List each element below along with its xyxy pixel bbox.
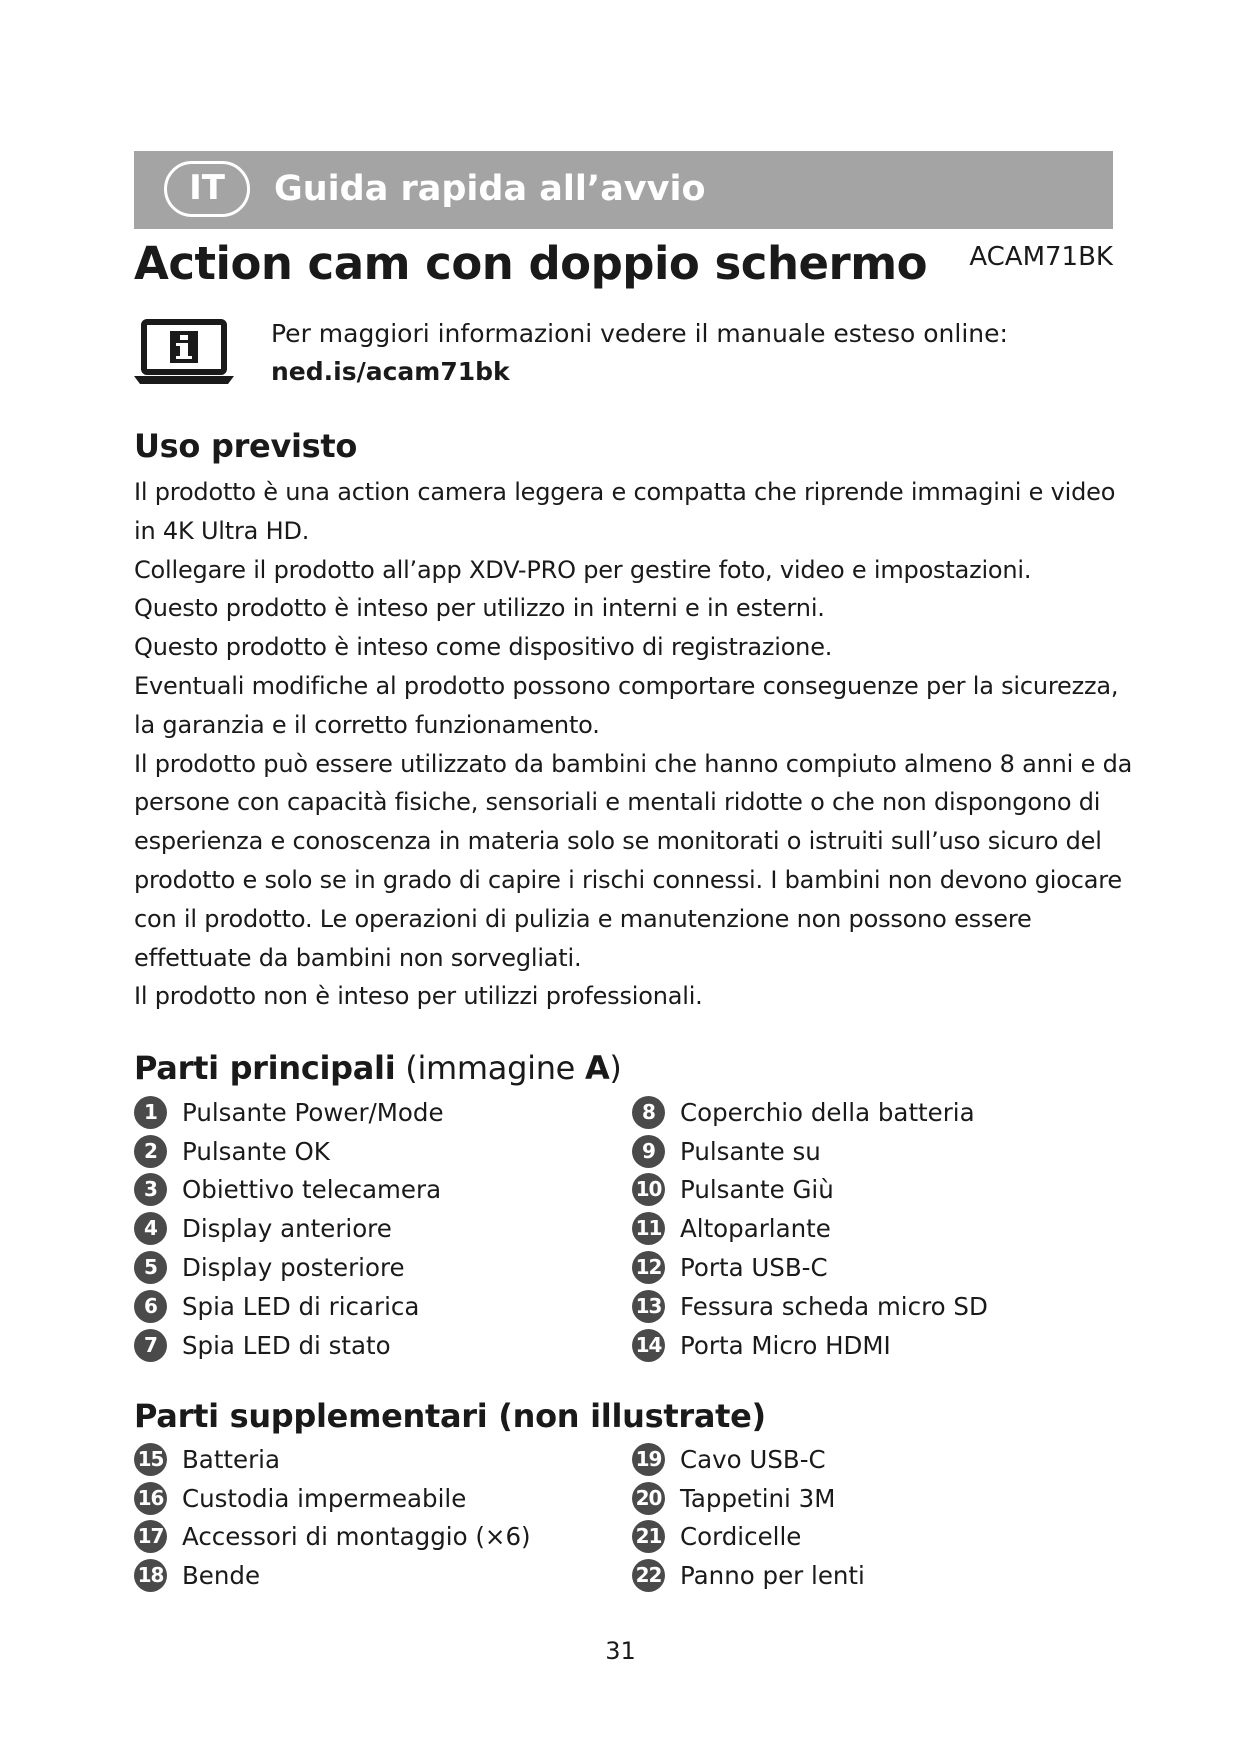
number-badge: 3	[134, 1173, 167, 1206]
extra-parts-list-left	[134, 1440, 531, 1595]
number-badge: 2	[134, 1135, 167, 1168]
info-text: Per maggiori informazioni vedere il manuale esteso online:	[271, 319, 1008, 348]
main-parts-list-right	[632, 1093, 988, 1365]
part-label: Spia LED di stato	[182, 1330, 391, 1360]
part-label: Altoparlante	[680, 1214, 831, 1244]
number-badge: 21	[632, 1520, 665, 1553]
list-item	[632, 1518, 865, 1557]
number-badge: 11	[632, 1212, 665, 1245]
main-parts-heading-close: )	[609, 1049, 622, 1087]
paragraph: Collegare il prodotto all’app XDV-PRO per gestire foto, video e impostazioni.	[134, 555, 1032, 584]
list-item	[632, 1440, 865, 1479]
list-item	[632, 1287, 988, 1326]
part-label: Fessura scheda micro SD	[680, 1291, 988, 1321]
part-label: Pulsante OK	[182, 1136, 330, 1166]
part-label: Porta USB-C	[680, 1253, 828, 1283]
list-item	[134, 1209, 444, 1248]
paragraph: Questo prodotto è inteso per utilizzo in interni e in esterni.	[134, 594, 825, 623]
main-parts-heading	[134, 1048, 622, 1088]
number-badge: 1	[134, 1096, 167, 1129]
main-parts-list-left	[134, 1093, 444, 1365]
part-label: Display anteriore	[182, 1214, 392, 1244]
part-label: Tappetini 3M	[680, 1483, 836, 1513]
list-item	[134, 1248, 444, 1287]
figure-label: A	[584, 1049, 610, 1087]
number-badge: 6	[134, 1290, 167, 1323]
number-badge: 8	[632, 1096, 665, 1129]
part-label: Batteria	[182, 1444, 280, 1474]
extra-parts-list-right	[632, 1440, 865, 1595]
number-badge: 20	[632, 1482, 665, 1515]
part-label: Porta Micro HDMI	[680, 1330, 891, 1360]
part-label: Accessori di montaggio (×6)	[182, 1522, 531, 1552]
number-badge: 10	[632, 1173, 665, 1206]
info-block	[271, 315, 1008, 391]
number-badge: 16	[134, 1482, 167, 1515]
paragraph: Questo prodotto è inteso come dispositivo di registrazione.	[134, 633, 833, 662]
main-parts-heading-bold: Parti principali	[134, 1049, 396, 1087]
part-label: Cavo USB-C	[680, 1444, 826, 1474]
number-badge: 13	[632, 1290, 665, 1323]
number-badge: 7	[134, 1329, 167, 1362]
part-label: Panno per lenti	[680, 1561, 865, 1591]
paragraph: Eventuali modifiche al prodotto possono comportare conseguenze per la sicurezza, la garanzia e il corretto funzionamento.	[134, 671, 1119, 739]
list-item	[632, 1248, 988, 1287]
banner-title: Guida rapida all’avvio	[274, 169, 706, 209]
list-item	[632, 1209, 988, 1248]
list-item	[134, 1326, 444, 1365]
list-item	[632, 1326, 988, 1365]
laptop-info-icon	[134, 318, 234, 386]
list-item	[632, 1479, 865, 1518]
list-item	[134, 1479, 531, 1518]
list-item	[632, 1171, 988, 1210]
manual-url[interactable]: ned.is/acam71bk	[271, 357, 510, 386]
page-title: Action cam con doppio schermo	[134, 237, 928, 290]
number-badge: 9	[632, 1135, 665, 1168]
number-badge: 19	[632, 1443, 665, 1476]
part-label: Bende	[182, 1561, 261, 1591]
intended-use-text	[134, 473, 1134, 1016]
part-label: Pulsante su	[680, 1136, 821, 1166]
number-badge: 15	[134, 1443, 167, 1476]
model-number: ACAM71BK	[969, 242, 1113, 272]
list-item	[632, 1556, 865, 1595]
part-label: Cordicelle	[680, 1522, 802, 1552]
paragraph: Il prodotto non è inteso per utilizzi professionali.	[134, 982, 703, 1011]
part-label: Custodia impermeabile	[182, 1483, 467, 1513]
number-badge: 22	[632, 1559, 665, 1592]
part-label: Pulsante Power/Mode	[182, 1097, 444, 1127]
part-label: Obiettivo telecamera	[182, 1175, 442, 1205]
number-badge: 14	[632, 1329, 665, 1362]
number-badge: 12	[632, 1251, 665, 1284]
main-parts-heading-open: (immagine	[395, 1049, 585, 1087]
intended-use-heading: Uso previsto	[134, 427, 358, 465]
list-item	[134, 1093, 444, 1132]
header-banner	[134, 151, 1113, 229]
number-badge: 4	[134, 1212, 167, 1245]
number-badge: 17	[134, 1520, 167, 1553]
part-label: Coperchio della batteria	[680, 1097, 975, 1127]
part-label: Spia LED di ricarica	[182, 1291, 420, 1321]
part-label: Display posteriore	[182, 1253, 405, 1283]
list-item	[134, 1440, 531, 1479]
list-item	[632, 1132, 988, 1171]
list-item	[134, 1171, 444, 1210]
language-badge: IT	[164, 161, 250, 217]
extra-parts-heading: Parti supplementari (non illustrate)	[134, 1397, 766, 1435]
part-label: Pulsante Giù	[680, 1175, 834, 1205]
page-number: 31	[605, 1637, 636, 1665]
paragraph: Il prodotto è una action camera leggera e compatta che riprende immagini e video in 4K Ultra HD.	[134, 478, 1116, 545]
number-badge: 18	[134, 1559, 167, 1592]
list-item	[134, 1132, 444, 1171]
list-item	[134, 1556, 531, 1595]
list-item	[632, 1093, 988, 1132]
number-badge: 5	[134, 1251, 167, 1284]
list-item	[134, 1518, 531, 1557]
list-item	[134, 1287, 444, 1326]
paragraph: Il prodotto può essere utilizzato da bambini che hanno compiuto almeno 8 anni e da persone con capacità fisiche, sensoriali e mentali ridotte o che non dispongono di esperienza e conoscenza in materia solo se monitorati o istruiti sull’uso sicuro del prodotto e solo se in grado di capire i rischi connessi. I bambini non devono giocare con il prodotto. Le operazioni di pulizia e manutenzione non possono essere effettuate da bambini non sorvegliati.	[134, 749, 1133, 972]
